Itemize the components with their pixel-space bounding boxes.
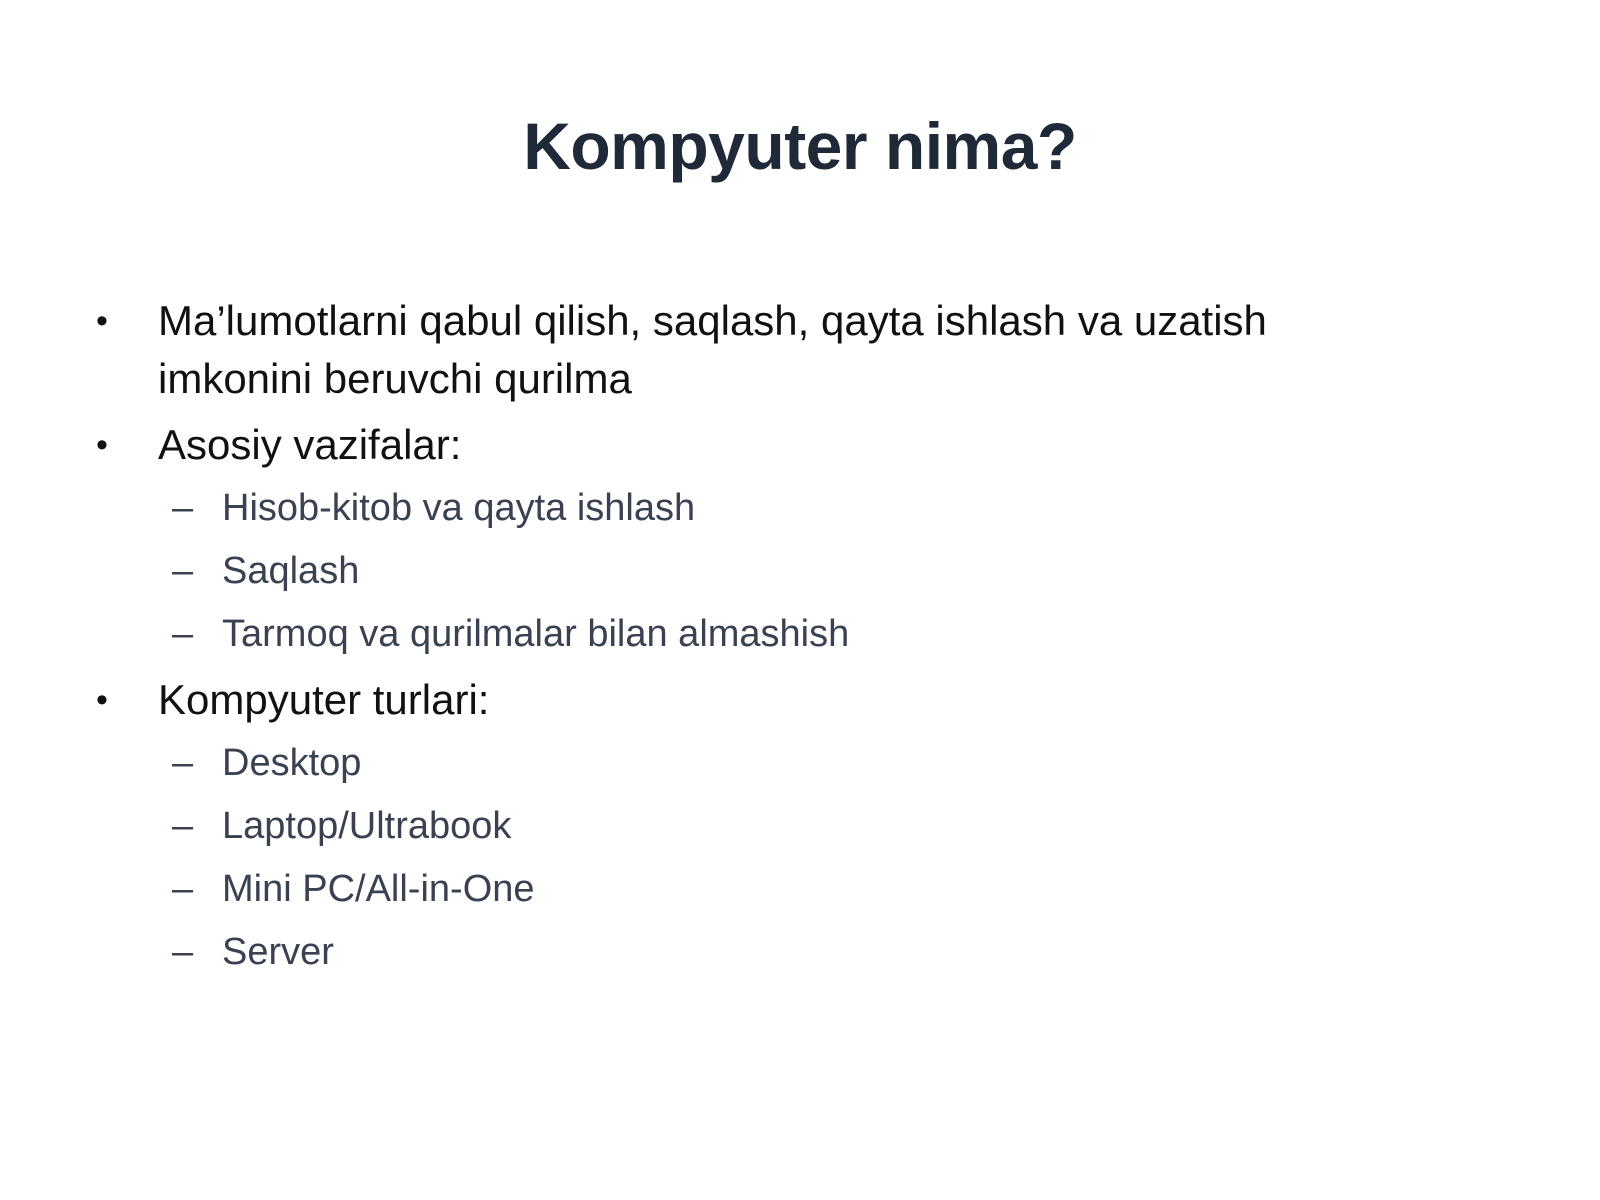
sublist-computer-types xyxy=(172,737,1496,978)
sub-item-text: Saqlash xyxy=(222,550,360,592)
sub-item-text: Hisob-kitob va qayta ishlash xyxy=(222,487,696,529)
sub-item xyxy=(172,482,1496,534)
bullet-marker: • xyxy=(96,302,108,340)
dash-marker: – xyxy=(172,487,194,529)
sub-item xyxy=(172,545,1496,597)
bullet-marker: • xyxy=(96,681,108,719)
bullet-text: Kompyuter turlari: xyxy=(158,676,490,723)
sub-item-text: Laptop/Ultrabook xyxy=(222,805,512,847)
bullet-item-computer-types xyxy=(96,671,1496,729)
slide-title: Kompyuter nima? xyxy=(523,109,1077,183)
sub-item-text: Tarmoq va qurilmalar bilan almashish xyxy=(222,613,850,655)
bullet-item-definition xyxy=(96,292,1496,408)
bullet-marker: • xyxy=(96,426,108,464)
dash-marker: – xyxy=(172,742,194,784)
sub-item xyxy=(172,800,1496,852)
sub-item xyxy=(172,926,1496,978)
sub-item-text: Mini PC/All-in-One xyxy=(222,868,535,910)
dash-marker: – xyxy=(172,868,194,910)
sub-item-text: Server xyxy=(222,931,334,973)
bullet-text: Ma’lumotlarni qabul qilish, saqlash, qayta ishlash va uzatish imkonini beruvchi qurilma xyxy=(158,297,1267,402)
dash-marker: – xyxy=(172,931,194,973)
sub-item xyxy=(172,608,1496,660)
sub-item xyxy=(172,863,1496,915)
bullet-text: Asosiy vazifalar: xyxy=(158,421,462,468)
dash-marker: – xyxy=(172,550,194,592)
dash-marker: – xyxy=(172,805,194,847)
sub-item-text: Desktop xyxy=(222,742,362,784)
sublist-main-tasks xyxy=(172,482,1496,660)
slide-content xyxy=(96,292,1496,989)
bullet-item-main-tasks xyxy=(96,416,1496,474)
sub-item xyxy=(172,737,1496,789)
dash-marker: – xyxy=(172,613,194,655)
